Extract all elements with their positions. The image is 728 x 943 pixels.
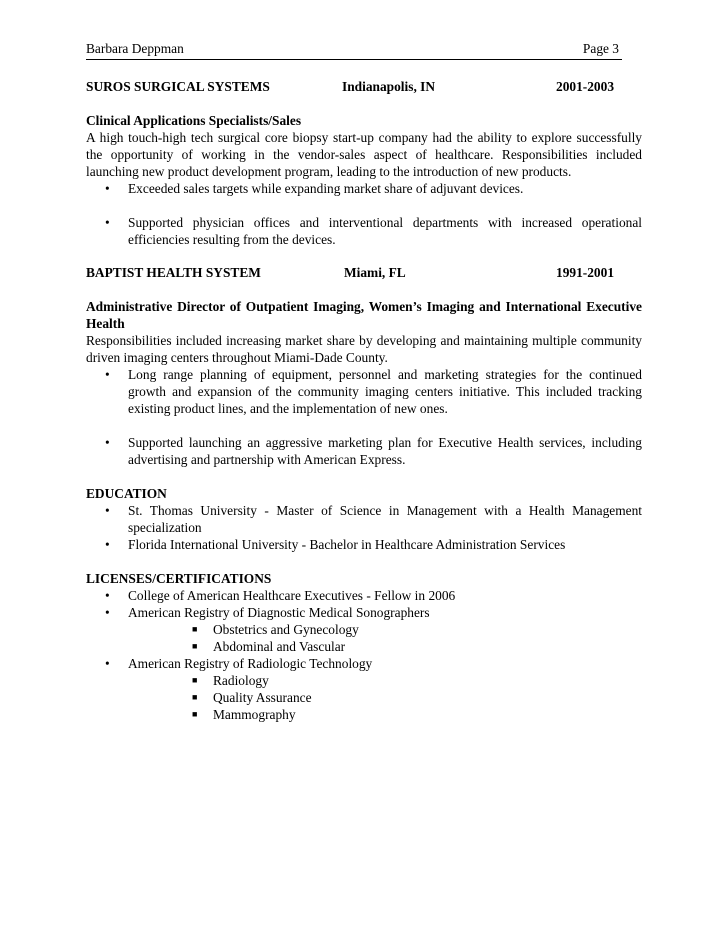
education-heading: EDUCATION (86, 486, 167, 501)
job-description: A high touch-high tech surgical core biopsy start-up company had the ability to explore successfully the opportunity of working in the vendor-sales aspect of healthcare. Responsibilities included launching new product development program, leading to the introduction of new products. (86, 130, 642, 179)
job-dates: 2001-2003 (556, 79, 615, 94)
header-name: Barbara Deppman (86, 41, 184, 56)
job-company: BAPTIST HEALTH SYSTEM (86, 265, 261, 280)
list-item: • St. Thomas University - Master of Science in Management with a Health Management specialization (86, 502, 642, 536)
job-bullets (86, 180, 642, 248)
sub-list-item: ■ Mammography (86, 706, 642, 723)
job-dates: 1991-2001 (556, 265, 615, 280)
licenses-list-cont (86, 655, 642, 672)
header-page-number: Page 3 (582, 41, 619, 56)
job-location: Indianapolis, IN (342, 79, 436, 94)
list-item (86, 587, 642, 604)
list-item: • Supported launching an aggressive marketing plan for Executive Health services, including advertising and partnership with American Express. (86, 434, 642, 468)
resume-content (86, 78, 642, 723)
job-heading-row (86, 78, 642, 95)
sub-list-item: ■ Radiology (86, 672, 642, 689)
list-item: • Long range planning of equipment, personnel and marketing strategies for the continued growth and expansion of the community imaging centers initiative. This included tracking existing product lines, and the implementation of new ones. (86, 366, 642, 417)
job-company: SUROS SURGICAL SYSTEMS (86, 79, 270, 94)
job-title: Clinical Applications Specialists/Sales (86, 113, 302, 128)
job-location: Miami, FL (344, 265, 406, 280)
sub-list-item: ■ Quality Assurance (86, 689, 642, 706)
license-text: American Registry of Diagnostic Medical Sonographers (128, 605, 430, 620)
list-item: • Florida International University - Bachelor in Healthcare Administration Services (86, 536, 642, 553)
education-list (86, 502, 642, 553)
list-item: • Supported physician offices and interventional departments with increased operational efficiencies resulting from the devices. (86, 214, 642, 248)
sub-list-item: ■ Obstetrics and Gynecology (86, 621, 642, 638)
licenses-heading: LICENSES/CERTIFICATIONS (86, 571, 272, 586)
list-item (86, 604, 642, 621)
license-sublist (86, 621, 642, 655)
job-description: Responsibilities included increasing market share by developing and maintaining multiple community driven imaging centers throughout Miami-Dade County. (86, 333, 642, 365)
license-text: College of American Healthcare Executives - Fellow in 2006 (128, 588, 456, 603)
list-item: • Exceeded sales targets while expanding market share of adjuvant devices. (86, 180, 642, 197)
page-header (86, 38, 622, 60)
job-title: Administrative Director of Outpatient Imaging, Women’s Imaging and International Executive Health (86, 299, 642, 331)
license-sublist (86, 672, 642, 723)
licenses-list (86, 587, 642, 621)
job-heading-row (86, 264, 642, 281)
license-text: American Registry of Radiologic Technology (128, 656, 373, 671)
sub-list-item: ■ Abdominal and Vascular (86, 638, 642, 655)
list-item (86, 655, 642, 672)
job-bullets (86, 366, 642, 468)
